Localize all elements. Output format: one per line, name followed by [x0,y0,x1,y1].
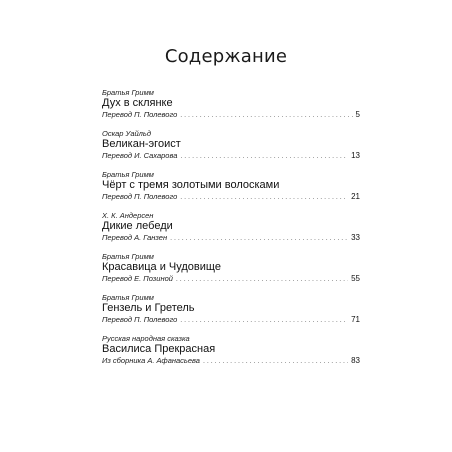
entry-translator-line [102,151,360,161]
entry-page-number[interactable]: 83 [351,356,360,365]
entry-title[interactable]: Красавица и Чудовище [102,261,221,273]
toc-entry[interactable] [102,88,360,129]
entry-author: Братья Гримм [102,252,154,261]
dot-leader [176,275,348,285]
page-title: Содержание [164,46,288,67]
toc-entry[interactable] [102,252,360,293]
entry-author: Братья Гримм [102,170,154,179]
entry-translator-line [102,274,360,284]
entry-translator: Из сборника А. Афанасьева [102,356,200,365]
entry-page-number[interactable]: 21 [351,192,360,201]
entry-title[interactable]: Гензель и Гретель [102,302,195,314]
entry-author: Х. К. Андерсен [102,211,154,220]
entry-translator-line [102,356,360,366]
toc-entry[interactable] [102,211,360,252]
entry-author: Русская народная сказка [102,334,190,343]
entry-page-number[interactable]: 13 [351,151,360,160]
dot-leader [180,152,348,162]
entry-title[interactable]: Дикие лебеди [102,220,173,232]
toc-entry[interactable] [102,170,360,211]
entry-translator-line [102,315,360,325]
entry-page-number[interactable]: 33 [351,233,360,242]
toc-list [102,88,360,375]
entry-translator-line [102,233,360,243]
entry-translator: Перевод П. Полевого [102,110,178,119]
dot-leader [170,234,348,244]
entry-translator-line [102,110,360,120]
entry-page-number[interactable]: 55 [351,274,360,283]
entry-page-number[interactable]: 71 [351,315,360,324]
entry-title[interactable]: Дух в склянке [102,97,173,109]
toc-entry[interactable] [102,293,360,334]
toc-entry[interactable] [102,334,360,375]
entry-translator: Перевод Е. Позиной [102,274,173,283]
entry-author: Братья Гримм [102,293,154,302]
dot-leader [180,111,352,121]
entry-title[interactable]: Василиса Прекрасная [102,343,216,355]
entry-page-number[interactable]: 5 [355,110,360,119]
entry-author: Оскар Уайльд [102,129,152,138]
entry-translator-line [102,192,360,202]
entry-author: Братья Гримм [102,88,154,97]
entry-title[interactable]: Великан-эгоист [102,138,181,150]
toc-entry[interactable] [102,129,360,170]
entry-translator: Перевод П. Полевого [102,315,178,324]
dot-leader [203,357,348,367]
dot-leader [180,316,348,326]
entry-translator: Перевод А. Ганзен [102,233,168,242]
entry-translator: Перевод П. Полевого [102,192,178,201]
entry-title[interactable]: Чёрт с тремя золотыми волосками [102,179,280,191]
dot-leader [180,193,348,203]
entry-translator: Перевод И. Сахарова [102,151,178,160]
